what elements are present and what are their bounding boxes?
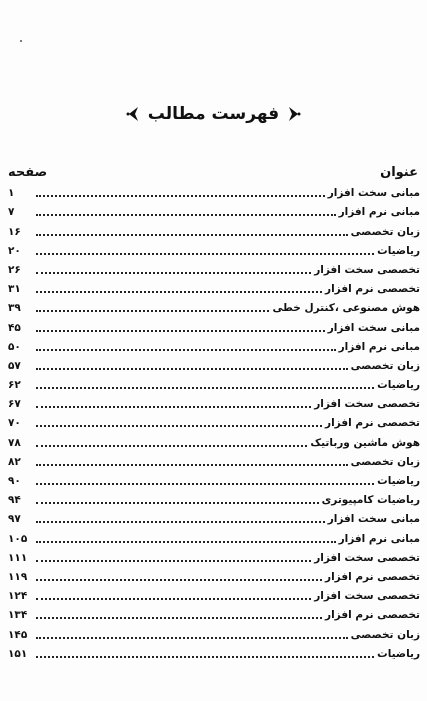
- toc-entry-title: ریاضیات: [377, 475, 420, 487]
- dot-leader: [36, 445, 307, 447]
- dot-leader: [36, 560, 311, 562]
- dot-leader: [36, 521, 325, 523]
- toc-entry-page: ۵۰: [8, 340, 21, 353]
- toc-entry-page: ۳۹: [8, 302, 21, 315]
- toc-entry-title: تخصصی نرم افزار: [325, 570, 420, 583]
- dot-leader: [36, 598, 311, 600]
- toc-entry: [8, 622, 420, 641]
- toc-entry: [8, 584, 420, 603]
- toc-entry-title: تخصصی سخت افزار: [314, 263, 420, 276]
- toc-entry: [8, 373, 420, 392]
- toc-entry-page: ۸۲: [8, 455, 21, 468]
- toc-entry: [8, 239, 420, 258]
- dot-leader: [36, 464, 348, 466]
- toc-entry-page: ۱۱۹: [8, 570, 28, 583]
- toc-entry: [8, 315, 420, 334]
- toc-entry: [8, 200, 420, 219]
- dot-leader: [36, 483, 374, 485]
- dot-leader: [36, 330, 325, 332]
- toc-entry-page: ۱۶: [8, 225, 21, 238]
- toc-entry: [8, 258, 420, 277]
- dot-leader: [36, 291, 322, 293]
- scan-speck: [20, 40, 22, 42]
- dot-leader: [36, 368, 348, 370]
- toc-entry-page: ۱۱۱: [8, 551, 28, 564]
- dot-leader: [36, 310, 269, 312]
- toc-entry-page: ۹۰: [8, 475, 21, 487]
- column-headers: [8, 162, 418, 182]
- toc-entry: [8, 546, 420, 565]
- toc-entry: [8, 526, 420, 545]
- toc-entry-title: ریاضیات: [377, 244, 420, 257]
- toc-entry: [8, 392, 420, 411]
- toc-entry: [8, 181, 420, 200]
- toc-entry-page: ۱۳۴: [8, 609, 28, 622]
- toc-entry-title: تخصصی سخت افزار: [314, 398, 420, 411]
- toc-entry: [8, 488, 420, 507]
- dot-leader: [36, 637, 348, 639]
- toc-entry: [8, 430, 420, 449]
- toc-entry: [8, 335, 420, 354]
- toc-entry-page: ۹۴: [8, 494, 21, 507]
- toc-entry-page: ۱۴۵: [8, 628, 28, 641]
- dot-leader: [36, 656, 374, 658]
- toc-entry-page: ۵۷: [8, 359, 21, 372]
- left-ornament-icon: [126, 106, 140, 122]
- toc-entry: [8, 469, 420, 488]
- dot-leader: [36, 387, 374, 389]
- toc-entry-title: زبان تخصصی: [350, 455, 420, 468]
- toc-entry-page: ۲۰: [8, 244, 21, 257]
- dot-leader: [36, 349, 336, 351]
- toc-entry-title: هوش مصنوعی ،کنترل خطی: [272, 302, 420, 315]
- dot-leader: [36, 617, 322, 619]
- toc-entry: [8, 642, 420, 661]
- toc-entry-page: ۲۶: [8, 263, 21, 276]
- toc-entry-page: ۴۵: [8, 321, 21, 334]
- dot-leader: [36, 272, 311, 274]
- toc-entry-title: ریاضیات: [377, 647, 420, 660]
- toc-entry: [8, 411, 420, 430]
- toc-entry: [8, 277, 420, 296]
- toc-entry-title: مبانی نرم افزار: [338, 206, 420, 219]
- toc-entry: [8, 507, 420, 526]
- toc-entry-title: ریاضیات کامپیوتری: [321, 494, 420, 507]
- toc-entry-page: ۶۲: [8, 379, 21, 392]
- toc-entry-title: مبانی سخت افزار: [327, 513, 420, 526]
- toc-list: [8, 181, 420, 661]
- toc-entry-title: مبانی سخت افزار: [327, 187, 420, 200]
- dot-leader: [36, 214, 336, 216]
- toc-entry-title: تخصصی نرم افزار: [325, 417, 420, 430]
- toc-entry-title: تخصصی نرم افزار: [325, 283, 420, 296]
- toc-entry-title: زبان تخصصی: [350, 359, 420, 372]
- toc-entry-title: مبانی سخت افزار: [327, 321, 420, 334]
- right-ornament-icon: [287, 106, 301, 122]
- toc-entry-title: ریاضیات: [377, 379, 420, 392]
- title-column-header: عنوان: [380, 164, 418, 180]
- toc-entry-page: ۶۷: [8, 398, 21, 411]
- dot-leader: [36, 541, 336, 543]
- dot-leader: [36, 579, 322, 581]
- toc-entry-title: مبانی نرم افزار: [338, 532, 420, 545]
- page-column-header: صفحه: [8, 164, 48, 180]
- dot-leader: [36, 253, 374, 255]
- toc-entry: [8, 603, 420, 622]
- toc-entry-page: ۳۱: [8, 283, 21, 296]
- toc-entry-title: تخصصی سخت افزار: [314, 551, 420, 564]
- toc-entry-title: زبان تخصصی: [350, 628, 420, 641]
- toc-title: فهرست مطالب: [147, 104, 280, 124]
- dot-leader: [36, 234, 348, 236]
- dot-leader: [36, 406, 311, 408]
- toc-title-block: [0, 100, 427, 128]
- toc-entry-page: ۷: [8, 206, 15, 219]
- toc-entry-page: ۹۷: [8, 513, 21, 526]
- toc-entry: [8, 296, 420, 315]
- toc-entry: [8, 565, 420, 584]
- toc-entry-title: مبانی نرم افزار: [338, 340, 420, 353]
- toc-entry-title: تخصصی نرم افزار: [325, 609, 420, 622]
- toc-entry-page: ۱۵۱: [8, 647, 28, 660]
- toc-entry-title: تخصصی سخت افزار: [314, 590, 420, 603]
- toc-entry-page: ۱۲۴: [8, 590, 28, 603]
- dot-leader: [36, 195, 325, 197]
- toc-entry: [8, 219, 420, 238]
- toc-entry-title: زبان تخصصی: [350, 225, 420, 238]
- dot-leader: [36, 502, 319, 504]
- dot-leader: [36, 425, 322, 427]
- toc-entry-page: ۱: [8, 187, 15, 200]
- toc-entry-page: ۱۰۵: [8, 532, 28, 545]
- toc-entry-page: ۷۸: [8, 436, 21, 449]
- toc-entry-page: ۷۰: [8, 417, 21, 430]
- toc-entry: [8, 354, 420, 373]
- toc-entry-title: هوش ماشین ورباتیک: [310, 436, 420, 449]
- toc-entry: [8, 450, 420, 469]
